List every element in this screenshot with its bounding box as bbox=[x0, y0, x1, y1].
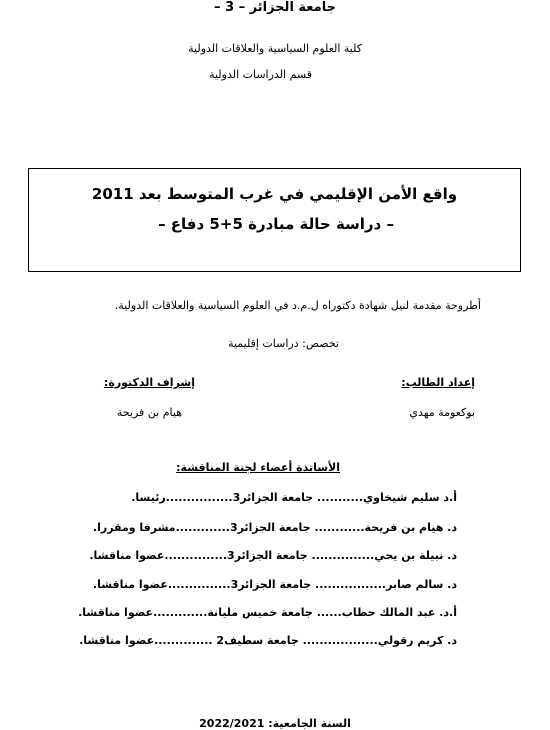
faculty-name: كلية العلوم السياسية والعلاقات الدولية bbox=[188, 42, 362, 55]
department-name: قسم الدراسات الدولية bbox=[209, 68, 312, 81]
committee-member: د. نبيلة بن يحي............... جامعة الجزائر3...............عضوا مناقشا. bbox=[89, 549, 457, 562]
thesis-purpose: أطروحة مقدمة لنيل شهادة دكتوراه ل.م.د في العلوم السياسية والعلاقات الدولية. bbox=[114, 299, 481, 312]
thesis-title-box bbox=[28, 168, 521, 272]
specialization: تخصص: دراسات إقليمية bbox=[228, 337, 339, 350]
academic-year: السنة الجامعية: 2022/2021 bbox=[199, 717, 351, 730]
thesis-subtitle: – دراسة حالة مبادرة 5+5 دفاع – bbox=[158, 215, 394, 233]
committee-member: د. هيام بن فريحة............ جامعة الجزائر3.............مشرفا ومقررا. bbox=[92, 521, 457, 534]
student-label: إعداد الطالب: bbox=[401, 376, 475, 389]
committee-member: أ.د سليم شيخاوي........... جامعة الجزائر3................رئيسا. bbox=[131, 491, 457, 504]
supervisor-label: إشراف الدكتورة: bbox=[103, 376, 195, 389]
university-name: جامعة الجزائر – 3 – bbox=[214, 0, 336, 15]
student-name: بوكعومة مهدي bbox=[409, 406, 475, 419]
committee-member: د. سالم صابر................. جامعة الجزائر3...............عضوا مناقشا. bbox=[92, 578, 457, 591]
committee-title: الأساتذة أعضاء لجنة المناقشة: bbox=[176, 461, 340, 474]
committee-member: أ.د. عبد المالك حطاب...... جامعة خميس مليانة.............عضوا مناقشا. bbox=[78, 606, 457, 619]
thesis-title: واقع الأمن الإقليمي في غرب المتوسط بعد 2011 bbox=[91, 185, 458, 203]
committee-member: د. كريم رقولي.................. جامعة سطيف2 ..............عضوا مناقشا. bbox=[79, 634, 457, 647]
supervisor-name: هيام بن فريحة bbox=[116, 406, 182, 419]
